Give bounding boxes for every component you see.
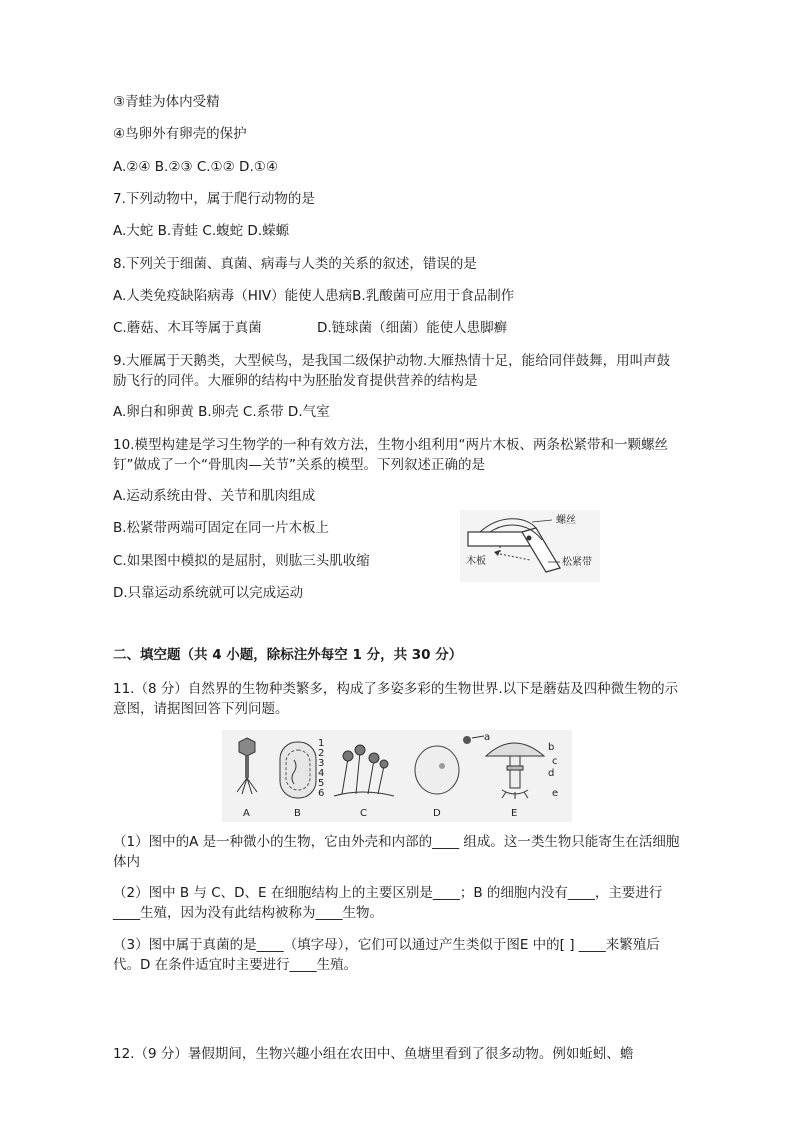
q10-choice-b: B.松紧带两端可固定在同一片木板上	[113, 520, 330, 536]
q11-stem: 11.（8 分）自然界的生物种类繁多，构成了多姿多彩的生物世界.以下是蘑菇及四种微生物的示意图，请据图回答下列问题。	[113, 681, 679, 717]
svg-text:3: 3	[318, 758, 325, 769]
q6-option-3: ③青蛙为体内受精	[113, 94, 220, 110]
fig-label-c: C	[360, 808, 367, 819]
fig-label-e: E	[511, 808, 518, 819]
svg-text:b: b	[548, 742, 555, 753]
q6-option-4: ④鸟卵外有卵壳的保护	[113, 126, 247, 142]
q6-choices: A.②④ B.②③ C.①② D.①④	[113, 159, 278, 175]
bacterium-icon	[280, 742, 316, 798]
q10-choice-c: C.如果图中模拟的是屈肘，则肱三头肌收缩	[113, 553, 370, 569]
q11-sub-3: （3）图中属于真菌的是____（填字母），它们可以通过产生类似于图E 中的[ ] ____来繁殖后代。D 在条件适宜时主要进行____生殖。	[113, 937, 660, 973]
label-screw: 螺丝	[556, 515, 576, 526]
svg-text:4: 4	[318, 768, 325, 779]
svg-text:d: d	[548, 768, 555, 779]
q10-choice-d: D.只靠运动系统就可以完成运动	[113, 585, 304, 601]
fig-label-d: D	[433, 808, 441, 819]
board-upper	[468, 532, 530, 546]
svg-text:a: a	[484, 732, 491, 743]
q8-choice-c: C.蘑菇、木耳等属于真菌	[113, 320, 262, 336]
svg-text:2: 2	[318, 748, 325, 759]
q9-choices: A.卵白和卵黄 B.卵壳 C.系带 D.气室	[113, 404, 330, 420]
q8-choices-ab: A.人类免疫缺陷病毒（HIV）能使人患病B.乳酸菌可应用于食品制作	[113, 288, 515, 304]
label-board: 木板	[466, 556, 486, 567]
q9-stem: 9.大雁属于天鹅类，大型候鸟，是我国二级保护动物.大雁热情十足，能给同伴鼓舞，用叫声鼓励飞行的同伴。大雁卵的结构中为胚胎发育提供营养的结构是	[113, 353, 671, 389]
label-band: 松紧带	[562, 557, 592, 568]
svg-text:5: 5	[318, 778, 325, 789]
fig-label-b: B	[294, 808, 301, 819]
microorganisms-figure	[222, 730, 572, 822]
q10-choice-a: A.运动系统由骨、关节和肌肉组成	[113, 488, 316, 504]
section-2-title: 二、填空题（共 4 小题，除标注外每空 1 分，共 30 分）	[113, 647, 463, 663]
q8-stem: 8.下列关于细菌、真菌、病毒与人类的关系的叙述，错误的是	[113, 256, 477, 272]
svg-text:e: e	[552, 788, 559, 799]
svg-text:c: c	[552, 756, 558, 767]
q12-stem: 12.（9 分）暑假期间，生物兴趣小组在农田中、鱼塘里看到了很多动物。例如蚯蚓、蟾	[113, 1046, 634, 1062]
q11-sub-2: （2）图中 B 与 C、D、E 在细胞结构上的主要区别是____；B 的细胞内没有____，主要进行____生殖，因为没有此结构被称为____生物。	[113, 885, 663, 921]
svg-text:6: 6	[318, 788, 325, 799]
screw-icon	[527, 536, 532, 541]
svg-text:1: 1	[318, 738, 325, 749]
yeast-icon	[415, 746, 459, 794]
q7-stem: 7.下列动物中，属于爬行动物的是	[113, 191, 315, 207]
q10-stem: 10.模型构建是学习生物学的一种有效方法，生物小组利用“两片木板、两条松紧带和一颗螺丝钉”做成了一个“骨肌肉—关节”关系的模型。下列叙述正确的是	[113, 437, 668, 473]
q8-choice-d: D.链球菌（细菌）能使人患脚癣	[317, 320, 508, 336]
q11-sub-1: （1）图中的A 是一种微小的生物，它由外壳和内部的____ 组成。这一类生物只能寄生在活细胞体内	[113, 834, 680, 870]
joint-model-figure	[460, 510, 600, 582]
fig-label-a: A	[243, 808, 250, 819]
q7-choices: A.大蛇 B.青蛙 C.蝮蛇 D.蝾螈	[113, 223, 290, 239]
